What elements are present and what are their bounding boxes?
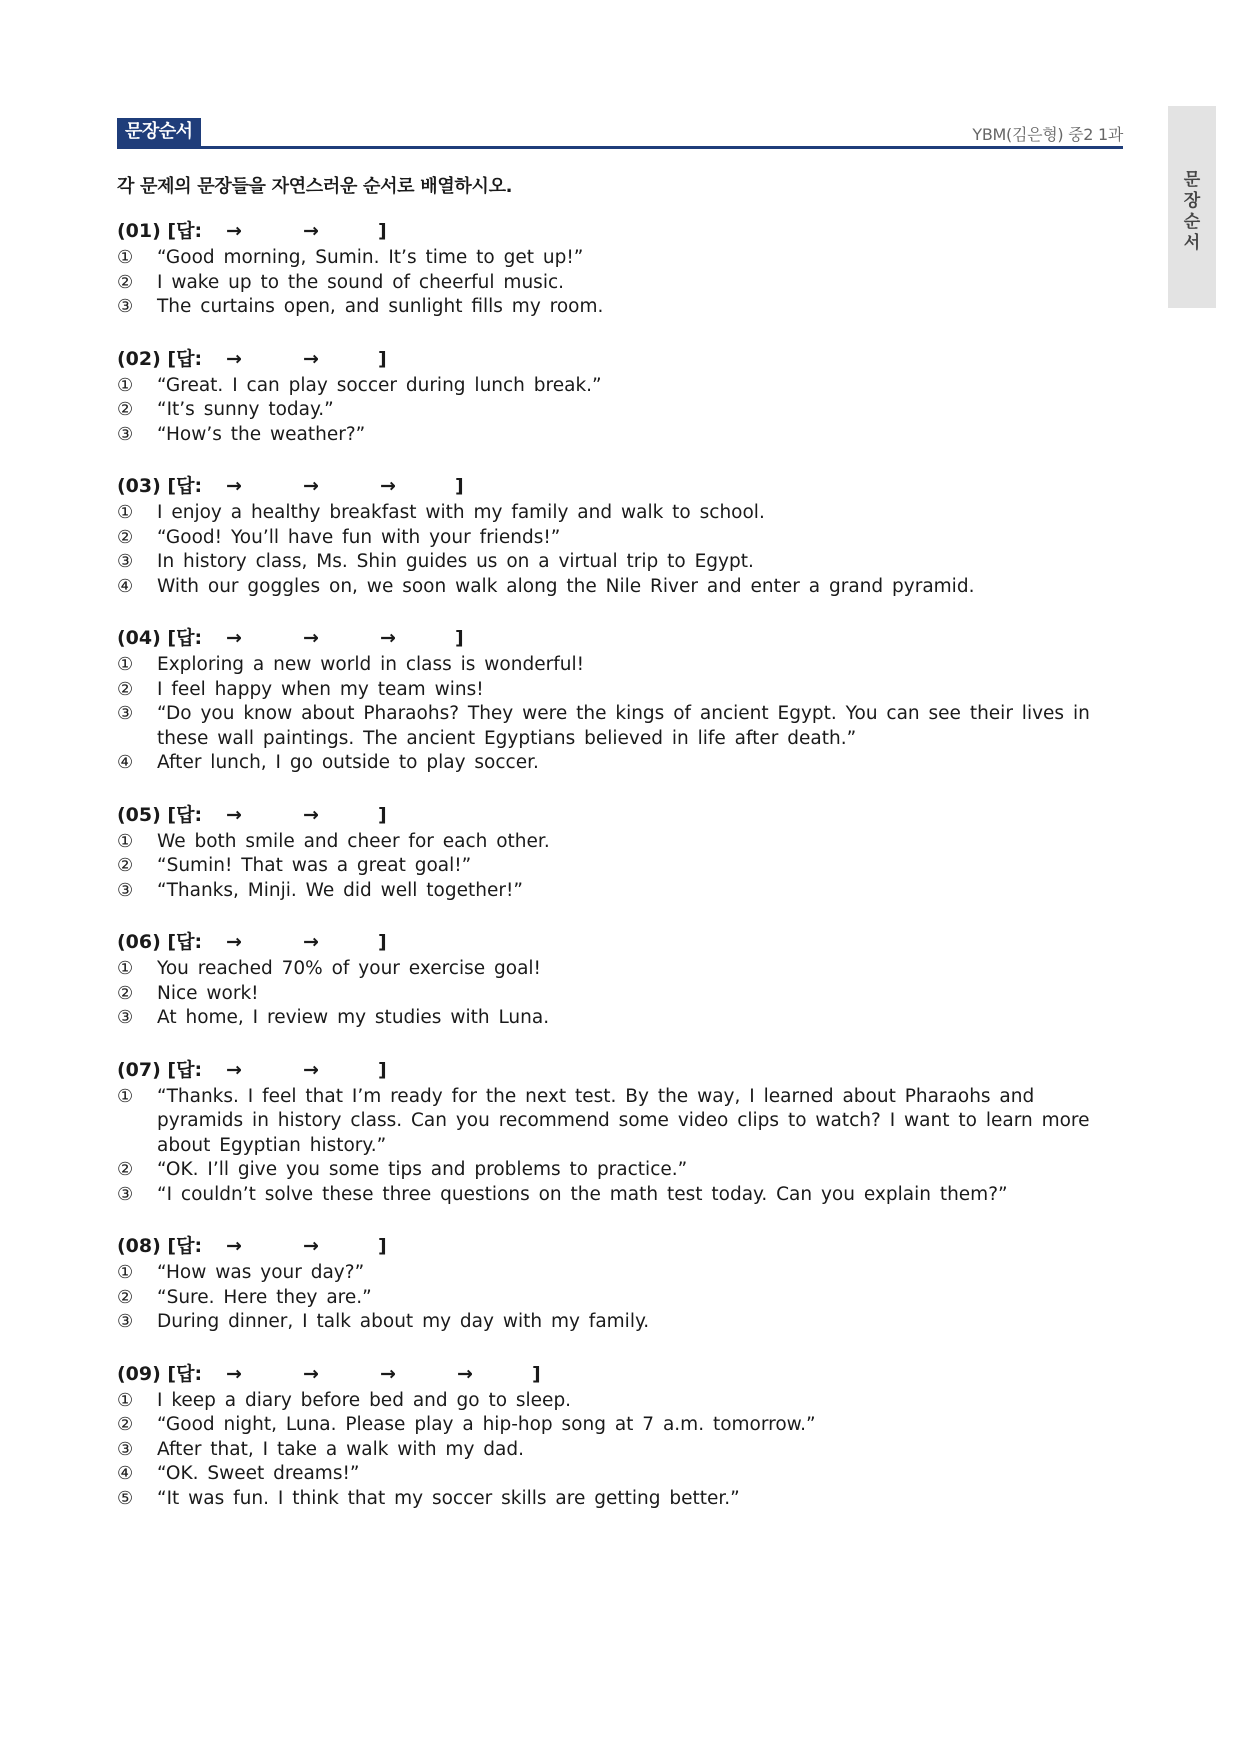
arrow-icon: → bbox=[380, 627, 396, 649]
side-tab-char: 순 bbox=[1183, 212, 1201, 232]
arrow-icon: → bbox=[226, 1362, 242, 1385]
option-number: ① bbox=[117, 1085, 134, 1107]
option-text: At home, I review my studies with Luna. bbox=[157, 1007, 550, 1028]
option-text: “Thanks, Minji. We did well together!” bbox=[157, 879, 523, 901]
arrow-icon: → bbox=[226, 1058, 242, 1081]
question-number: (04) [답: bbox=[117, 627, 203, 649]
question-number: (08) [답: bbox=[117, 1235, 203, 1257]
option-number: ③ bbox=[117, 1311, 134, 1332]
option-text: With our goggles on, we soon walk along the Nile River and enter a grand pyramid. bbox=[157, 575, 975, 597]
arrow-icon: → bbox=[380, 475, 396, 497]
option-number: ③ bbox=[117, 1007, 134, 1028]
question-block bbox=[117, 216, 1127, 320]
option-number: ② bbox=[117, 526, 134, 548]
arrow-icon: → bbox=[226, 347, 242, 370]
question-block bbox=[117, 1055, 1127, 1208]
option-item bbox=[117, 982, 1127, 1007]
option-text: “How’s the weather?” bbox=[157, 423, 366, 445]
option-item bbox=[117, 1438, 1127, 1463]
option-text: “Good! You’ll have fun with your friends!” bbox=[157, 526, 561, 548]
option-number: ② bbox=[117, 678, 134, 700]
option-number: ⑤ bbox=[117, 1487, 134, 1509]
arrow-icon: → bbox=[380, 1362, 396, 1385]
side-tab-char: 장 bbox=[1183, 191, 1201, 211]
answer-close-bracket: ] bbox=[378, 1058, 387, 1081]
arrow-icon: → bbox=[457, 1362, 473, 1385]
arrow-icon: → bbox=[303, 220, 319, 242]
answer-close-bracket: ] bbox=[532, 1362, 541, 1385]
question-list bbox=[117, 216, 1127, 1535]
option-text: I enjoy a healthy breakfast with my family and walk to school. bbox=[157, 502, 765, 523]
arrow-icon: → bbox=[303, 347, 319, 370]
answer-line bbox=[117, 216, 1127, 246]
option-text: We both smile and cheer for each other. bbox=[157, 830, 550, 852]
option-text: After lunch, I go outside to play soccer. bbox=[157, 752, 539, 773]
option-item bbox=[117, 295, 1127, 320]
option-text: “Sumin! That was a great goal!” bbox=[157, 855, 472, 876]
option-number: ③ bbox=[117, 551, 134, 572]
option-item bbox=[117, 1310, 1127, 1335]
option-text: “Sure. Here they are.” bbox=[157, 1286, 372, 1308]
section-badge: 문장순서 bbox=[117, 118, 201, 146]
arrow-icon: → bbox=[226, 1235, 242, 1257]
question-block bbox=[117, 1231, 1127, 1335]
side-tab-char: 서 bbox=[1183, 233, 1201, 253]
answer-close-bracket: ] bbox=[455, 475, 464, 497]
answer-close-bracket: ] bbox=[378, 347, 387, 370]
option-text: I keep a diary before bed and go to sleep. bbox=[157, 1389, 572, 1411]
arrow-icon: → bbox=[303, 475, 319, 497]
option-text: “Great. I can play soccer during lunch break.” bbox=[157, 374, 602, 396]
option-item bbox=[117, 854, 1127, 879]
arrow-icon: → bbox=[303, 931, 319, 953]
option-number: ③ bbox=[117, 296, 134, 317]
option-item bbox=[117, 751, 1127, 776]
option-number: ④ bbox=[117, 1463, 134, 1484]
option-item bbox=[117, 526, 1127, 551]
option-number: ② bbox=[117, 271, 134, 293]
answer-close-bracket: ] bbox=[378, 220, 387, 242]
option-item bbox=[117, 1286, 1127, 1311]
option-number: ③ bbox=[117, 1183, 134, 1205]
answer-line bbox=[117, 1231, 1127, 1261]
question-number: (03) [답: bbox=[117, 475, 203, 497]
instruction: 각 문제의 문장들을 자연스러운 순서로 배열하시오. bbox=[117, 176, 513, 197]
option-text: Exploring a new world in class is wonderful! bbox=[157, 654, 584, 675]
option-text: “Good night, Luna. Please play a hip-hop song at 7 a.m. tomorrow.” bbox=[157, 1414, 816, 1435]
subject-label: YBM(김은형) 중2 1과 bbox=[972, 125, 1123, 144]
option-item bbox=[117, 1085, 1127, 1159]
question-block bbox=[117, 471, 1127, 599]
option-text: “OK. Sweet dreams!” bbox=[157, 1463, 360, 1484]
arrow-icon: → bbox=[303, 1235, 319, 1257]
option-text: The curtains open, and sunlight fills my room. bbox=[157, 296, 604, 317]
option-number: ② bbox=[117, 1414, 134, 1435]
option-text: “I couldn’t solve these three questions on the math test today. Can you explain them?” bbox=[157, 1183, 1008, 1205]
option-item bbox=[117, 1487, 1127, 1512]
question-number: (09) [답: bbox=[117, 1362, 203, 1385]
option-text: “How was your day?” bbox=[157, 1262, 365, 1283]
side-tab-label bbox=[1168, 170, 1216, 254]
option-item bbox=[117, 1183, 1127, 1208]
option-text: “Do you know about Pharaohs? They were the kings of ancient Egypt. You can see their lives in these wall paintings. The ancient Egyptians believed in life after death.” bbox=[157, 703, 1090, 749]
answer-close-bracket: ] bbox=[378, 1235, 387, 1257]
option-text: In history class, Ms. Shin guides us on a virtual trip to Egypt. bbox=[157, 551, 754, 572]
option-number: ① bbox=[117, 654, 134, 675]
option-text: “OK. I’ll give you some tips and problems to practice.” bbox=[157, 1159, 688, 1180]
option-text: Nice work! bbox=[157, 982, 259, 1004]
question-number: (07) [답: bbox=[117, 1058, 203, 1081]
option-item bbox=[117, 1261, 1127, 1286]
question-number: (05) [답: bbox=[117, 803, 203, 826]
arrow-icon: → bbox=[303, 1058, 319, 1081]
option-item bbox=[117, 702, 1127, 751]
answer-close-bracket: ] bbox=[455, 627, 464, 649]
answer-line bbox=[117, 1359, 1127, 1389]
option-item bbox=[117, 653, 1127, 678]
question-number: (01) [답: bbox=[117, 220, 203, 242]
option-number: ① bbox=[117, 374, 134, 396]
option-number: ③ bbox=[117, 423, 134, 445]
arrow-icon: → bbox=[303, 627, 319, 649]
option-number: ③ bbox=[117, 703, 134, 724]
option-number: ② bbox=[117, 1286, 134, 1308]
arrow-icon: → bbox=[226, 803, 242, 826]
arrow-icon: → bbox=[303, 1362, 319, 1385]
option-text: During dinner, I talk about my day with my family. bbox=[157, 1311, 650, 1332]
question-number: (06) [답: bbox=[117, 931, 203, 953]
option-item bbox=[117, 1462, 1127, 1487]
option-number: ③ bbox=[117, 1438, 134, 1460]
option-number: ① bbox=[117, 830, 134, 852]
option-item bbox=[117, 575, 1127, 600]
page-header bbox=[117, 118, 1123, 149]
arrow-icon: → bbox=[226, 475, 242, 497]
side-tab[interactable] bbox=[1168, 106, 1216, 308]
answer-line bbox=[117, 471, 1127, 501]
option-item bbox=[117, 1389, 1127, 1414]
option-item bbox=[117, 879, 1127, 904]
question-block bbox=[117, 800, 1127, 904]
arrow-icon: → bbox=[303, 803, 319, 826]
option-item bbox=[117, 423, 1127, 448]
option-text: I feel happy when my team wins! bbox=[157, 678, 484, 700]
question-block bbox=[117, 927, 1127, 1031]
option-text: I wake up to the sound of cheerful music. bbox=[157, 271, 565, 293]
option-number: ① bbox=[117, 1389, 134, 1411]
option-item bbox=[117, 374, 1127, 399]
option-item bbox=[117, 501, 1127, 526]
option-item bbox=[117, 1413, 1127, 1438]
option-item bbox=[117, 398, 1127, 423]
option-text: “Good morning, Sumin. It’s time to get up!” bbox=[157, 247, 584, 268]
option-item bbox=[117, 830, 1127, 855]
question-block bbox=[117, 623, 1127, 776]
option-number: ① bbox=[117, 502, 134, 523]
option-number: ① bbox=[117, 958, 134, 979]
answer-line bbox=[117, 927, 1127, 957]
arrow-icon: → bbox=[226, 627, 242, 649]
answer-line bbox=[117, 800, 1127, 830]
answer-line bbox=[117, 623, 1127, 653]
option-number: ③ bbox=[117, 879, 134, 901]
option-number: ① bbox=[117, 1262, 134, 1283]
option-item bbox=[117, 957, 1127, 982]
arrow-icon: → bbox=[226, 220, 242, 242]
answer-line bbox=[117, 344, 1127, 374]
answer-close-bracket: ] bbox=[378, 931, 387, 953]
option-item bbox=[117, 246, 1127, 271]
arrow-icon: → bbox=[226, 931, 242, 953]
option-number: ④ bbox=[117, 575, 134, 597]
option-item bbox=[117, 678, 1127, 703]
option-text: After that, I take a walk with my dad. bbox=[157, 1438, 524, 1460]
option-number: ② bbox=[117, 1159, 134, 1180]
question-number: (02) [답: bbox=[117, 347, 203, 370]
option-number: ② bbox=[117, 982, 134, 1004]
option-text: “It’s sunny today.” bbox=[157, 399, 334, 420]
option-item bbox=[117, 550, 1127, 575]
option-number: ④ bbox=[117, 752, 134, 773]
option-number: ② bbox=[117, 855, 134, 876]
question-block bbox=[117, 1359, 1127, 1512]
answer-line bbox=[117, 1055, 1127, 1085]
answer-close-bracket: ] bbox=[378, 803, 387, 826]
option-text: You reached 70% of your exercise goal! bbox=[157, 958, 541, 979]
option-number: ② bbox=[117, 399, 134, 420]
option-item bbox=[117, 1158, 1127, 1183]
option-number: ① bbox=[117, 247, 134, 268]
option-item bbox=[117, 1006, 1127, 1031]
option-text: “It was fun. I think that my soccer skills are getting better.” bbox=[157, 1487, 740, 1509]
option-text: “Thanks. I feel that I’m ready for the next test. By the way, I learned about Pharaohs and pyramids in history class. Can you recommend some video clips to watch? I want to learn more about Egyptian history.” bbox=[157, 1085, 1090, 1156]
side-tab-char: 문 bbox=[1183, 170, 1201, 190]
question-block bbox=[117, 344, 1127, 448]
option-item bbox=[117, 271, 1127, 296]
